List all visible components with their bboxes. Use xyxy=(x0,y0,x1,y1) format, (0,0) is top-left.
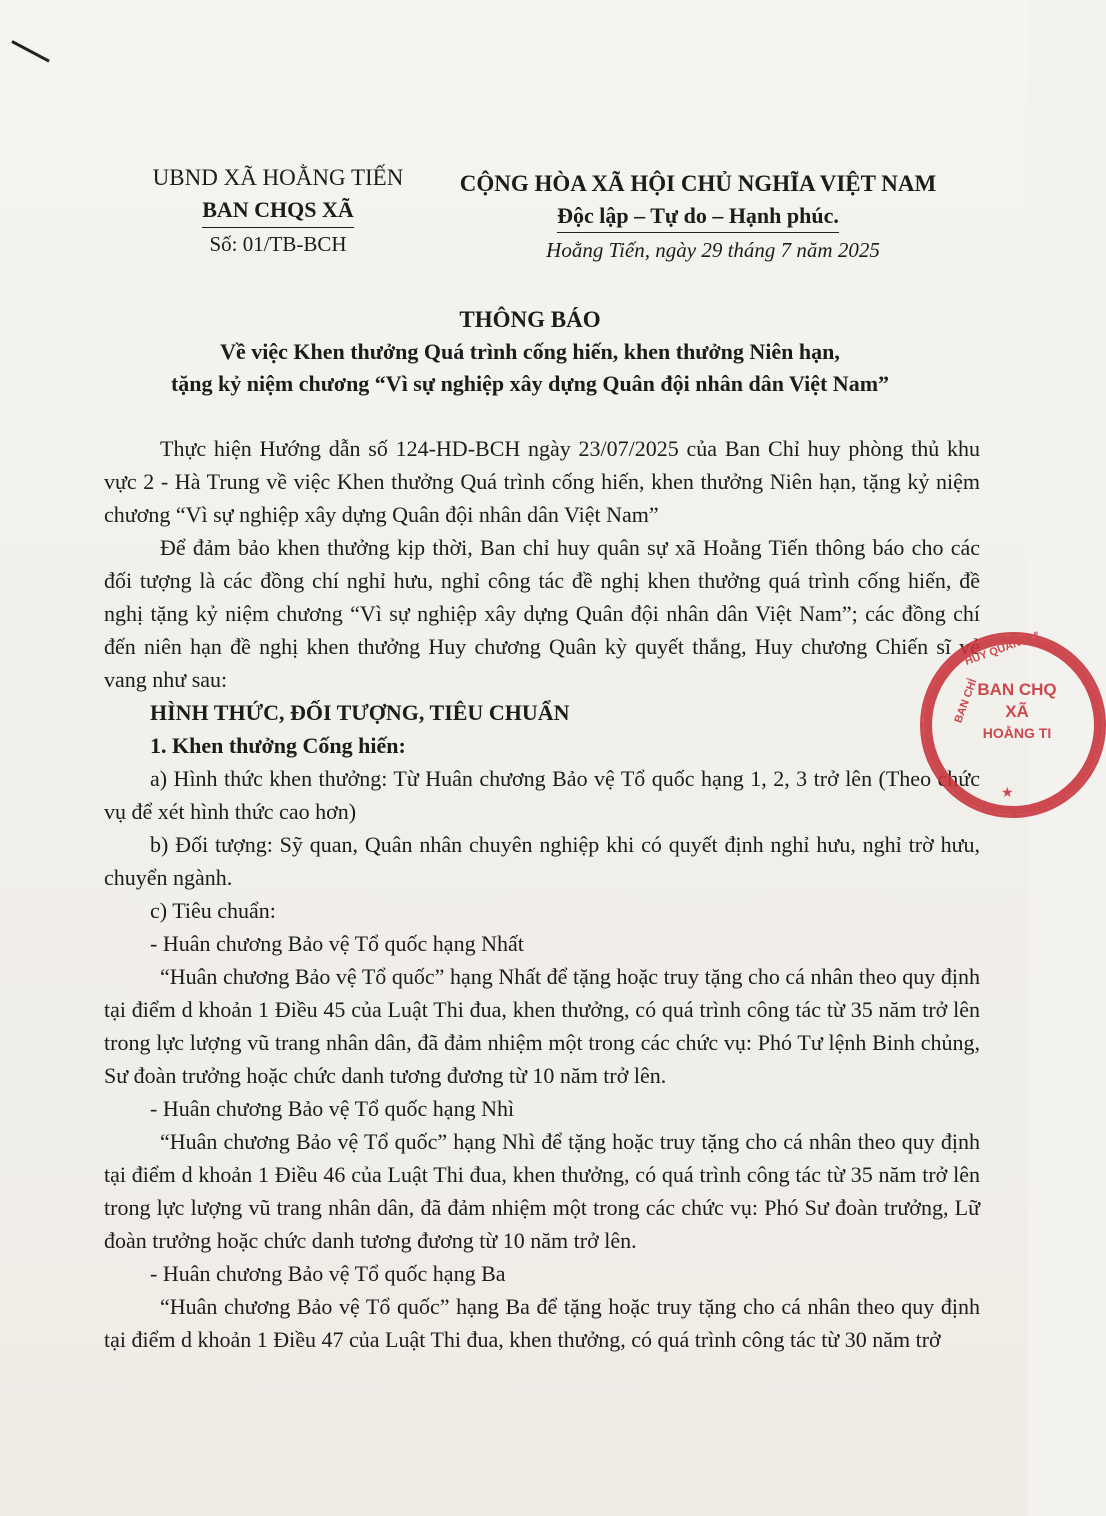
document-title-block xyxy=(90,304,970,400)
document-body xyxy=(104,432,980,1356)
nation-name: CỘNG HÒA XÃ HỘI CHỦ NGHĨA VIỆT NAM xyxy=(459,171,937,196)
item-c: c) Tiêu chuẩn: xyxy=(150,898,276,923)
seal-ring-top: HUY QUÂN SỰ xyxy=(963,630,1041,668)
national-motto: Độc lập – Tự do – Hạnh phúc. xyxy=(557,200,839,233)
body-paragraph-2: Để đảm bảo khen thưởng kịp thời, Ban chỉ huy quân sự xã Hoằng Tiến thông báo cho các đối tượng là các đồng chí nghỉ hưu, nghỉ công tác đề nghị khen thưởng quá trình cống hiến, đề nghị tặng kỷ niệm chương “Vì sự nghiệp xây dựng Quân đội nhân dân Việt Nam”; các đồng chí đến niên hạn đề nghị khen thưởng Huy chương Quân kỳ quyết thắng, Huy chương Chiến sĩ vẻ vang như sau: xyxy=(104,535,980,692)
seal-star-icon: ★ xyxy=(1001,786,1014,801)
item-a: a) Hình thức khen thưởng: Từ Huân chương Bảo vệ Tổ quốc hạng 1, 2, 3 trở lên (Theo chức vụ để xét hình thức cao hơn) xyxy=(104,766,980,824)
issuer-unit: BAN CHQS XÃ xyxy=(202,194,354,228)
rank1-label: - Huân chương Bảo vệ Tổ quốc hạng Nhất xyxy=(150,931,524,956)
seal-center-text xyxy=(957,679,1077,743)
item-b: b) Đối tượng: Sỹ quan, Quân nhân chuyên nghiệp khi có quyết định nghỉ hưu, nghỉ trờ hưu, chuyển ngành. xyxy=(104,832,980,890)
issue-date: Hoằng Tiến, ngày 29 tháng 7 năm 2025 xyxy=(546,238,880,262)
seal-line1: BAN CHQ xyxy=(977,680,1057,699)
document-subtitle-line1: Về việc Khen thưởng Quá trình cống hiến, khen thưởng Niên hạn, xyxy=(220,339,840,364)
official-seal xyxy=(920,632,1106,818)
document-number: Số: 01/TB-BCH xyxy=(209,232,347,256)
sub-heading: 1. Khen thưởng Cống hiến: xyxy=(150,733,406,758)
issuer-block xyxy=(128,162,428,260)
seal-ring-left: BAN CHỈ xyxy=(952,677,980,725)
seal-line2: XÃ xyxy=(1005,702,1029,721)
issuer-org: UBND XÃ HOẰNG TIẾN xyxy=(152,165,404,190)
body-paragraph-1: Thực hiện Hướng dẫn số 124-HD-BCH ngày 23/07/2025 của Ban Chỉ huy phòng thủ khu vực 2 - Hà Trung về việc Khen thưởng Quá trình cống hiến, khen thưởng Niên hạn, tặng kỷ niệm chương “Vì sự nghiệp xây dựng Quân đội nhân dân Việt Nam” xyxy=(104,436,980,527)
rank3-label: - Huân chương Bảo vệ Tổ quốc hạng Ba xyxy=(150,1261,506,1286)
seal-line3: HOẰNG TI xyxy=(982,725,1052,741)
rank1-text: “Huân chương Bảo vệ Tổ quốc” hạng Nhất để tặng hoặc truy tặng cho cá nhân theo quy định tại điểm d khoản 1 Điều 45 của Luật Thi đua, khen thưởng, có quá trình công tác từ 35 năm trở lên trong lực lượng vũ trang nhân dân, đã đảm nhiệm một trong các chức vụ: Phó Tư lệnh Binh chủng, Sư đoàn trưởng hoặc chức danh tương đương từ 10 năm trở lên. xyxy=(104,964,980,1088)
scan-mark xyxy=(11,40,49,62)
rank2-text: “Huân chương Bảo vệ Tổ quốc” hạng Nhì để tặng hoặc truy tặng cho cá nhân theo quy định tại điểm d khoản 1 Điều 46 của Luật Thi đua, khen thưởng, có quá trình công tác từ 35 năm trở lên trong lực lượng vũ trang nhân dân, đã đảm nhiệm một trong các chức vụ: Phó Sư đoàn trưởng, Lữ đoàn trưởng hoặc chức danh tương đương từ 10 năm trở lên. xyxy=(104,1129,980,1253)
rank3-text: “Huân chương Bảo vệ Tổ quốc” hạng Ba để tặng hoặc truy tặng cho cá nhân theo quy định tại điểm d khoản 1 Điều 47 của Luật Thi đua, khen thưởng, có quá trình công tác từ 30 năm trở xyxy=(104,1294,980,1352)
document-title: THÔNG BÁO xyxy=(459,307,601,332)
rank2-label: - Huân chương Bảo vệ Tổ quốc hạng Nhì xyxy=(150,1096,515,1121)
document-subtitle-line2: tặng kỷ niệm chương “Vì sự nghiệp xây dựng Quân đội nhân dân Việt Nam” xyxy=(170,371,890,396)
section-heading: HÌNH THỨC, ĐỐI TƯỢNG, TIÊU CHUẨN xyxy=(150,700,570,725)
national-header xyxy=(428,168,968,267)
